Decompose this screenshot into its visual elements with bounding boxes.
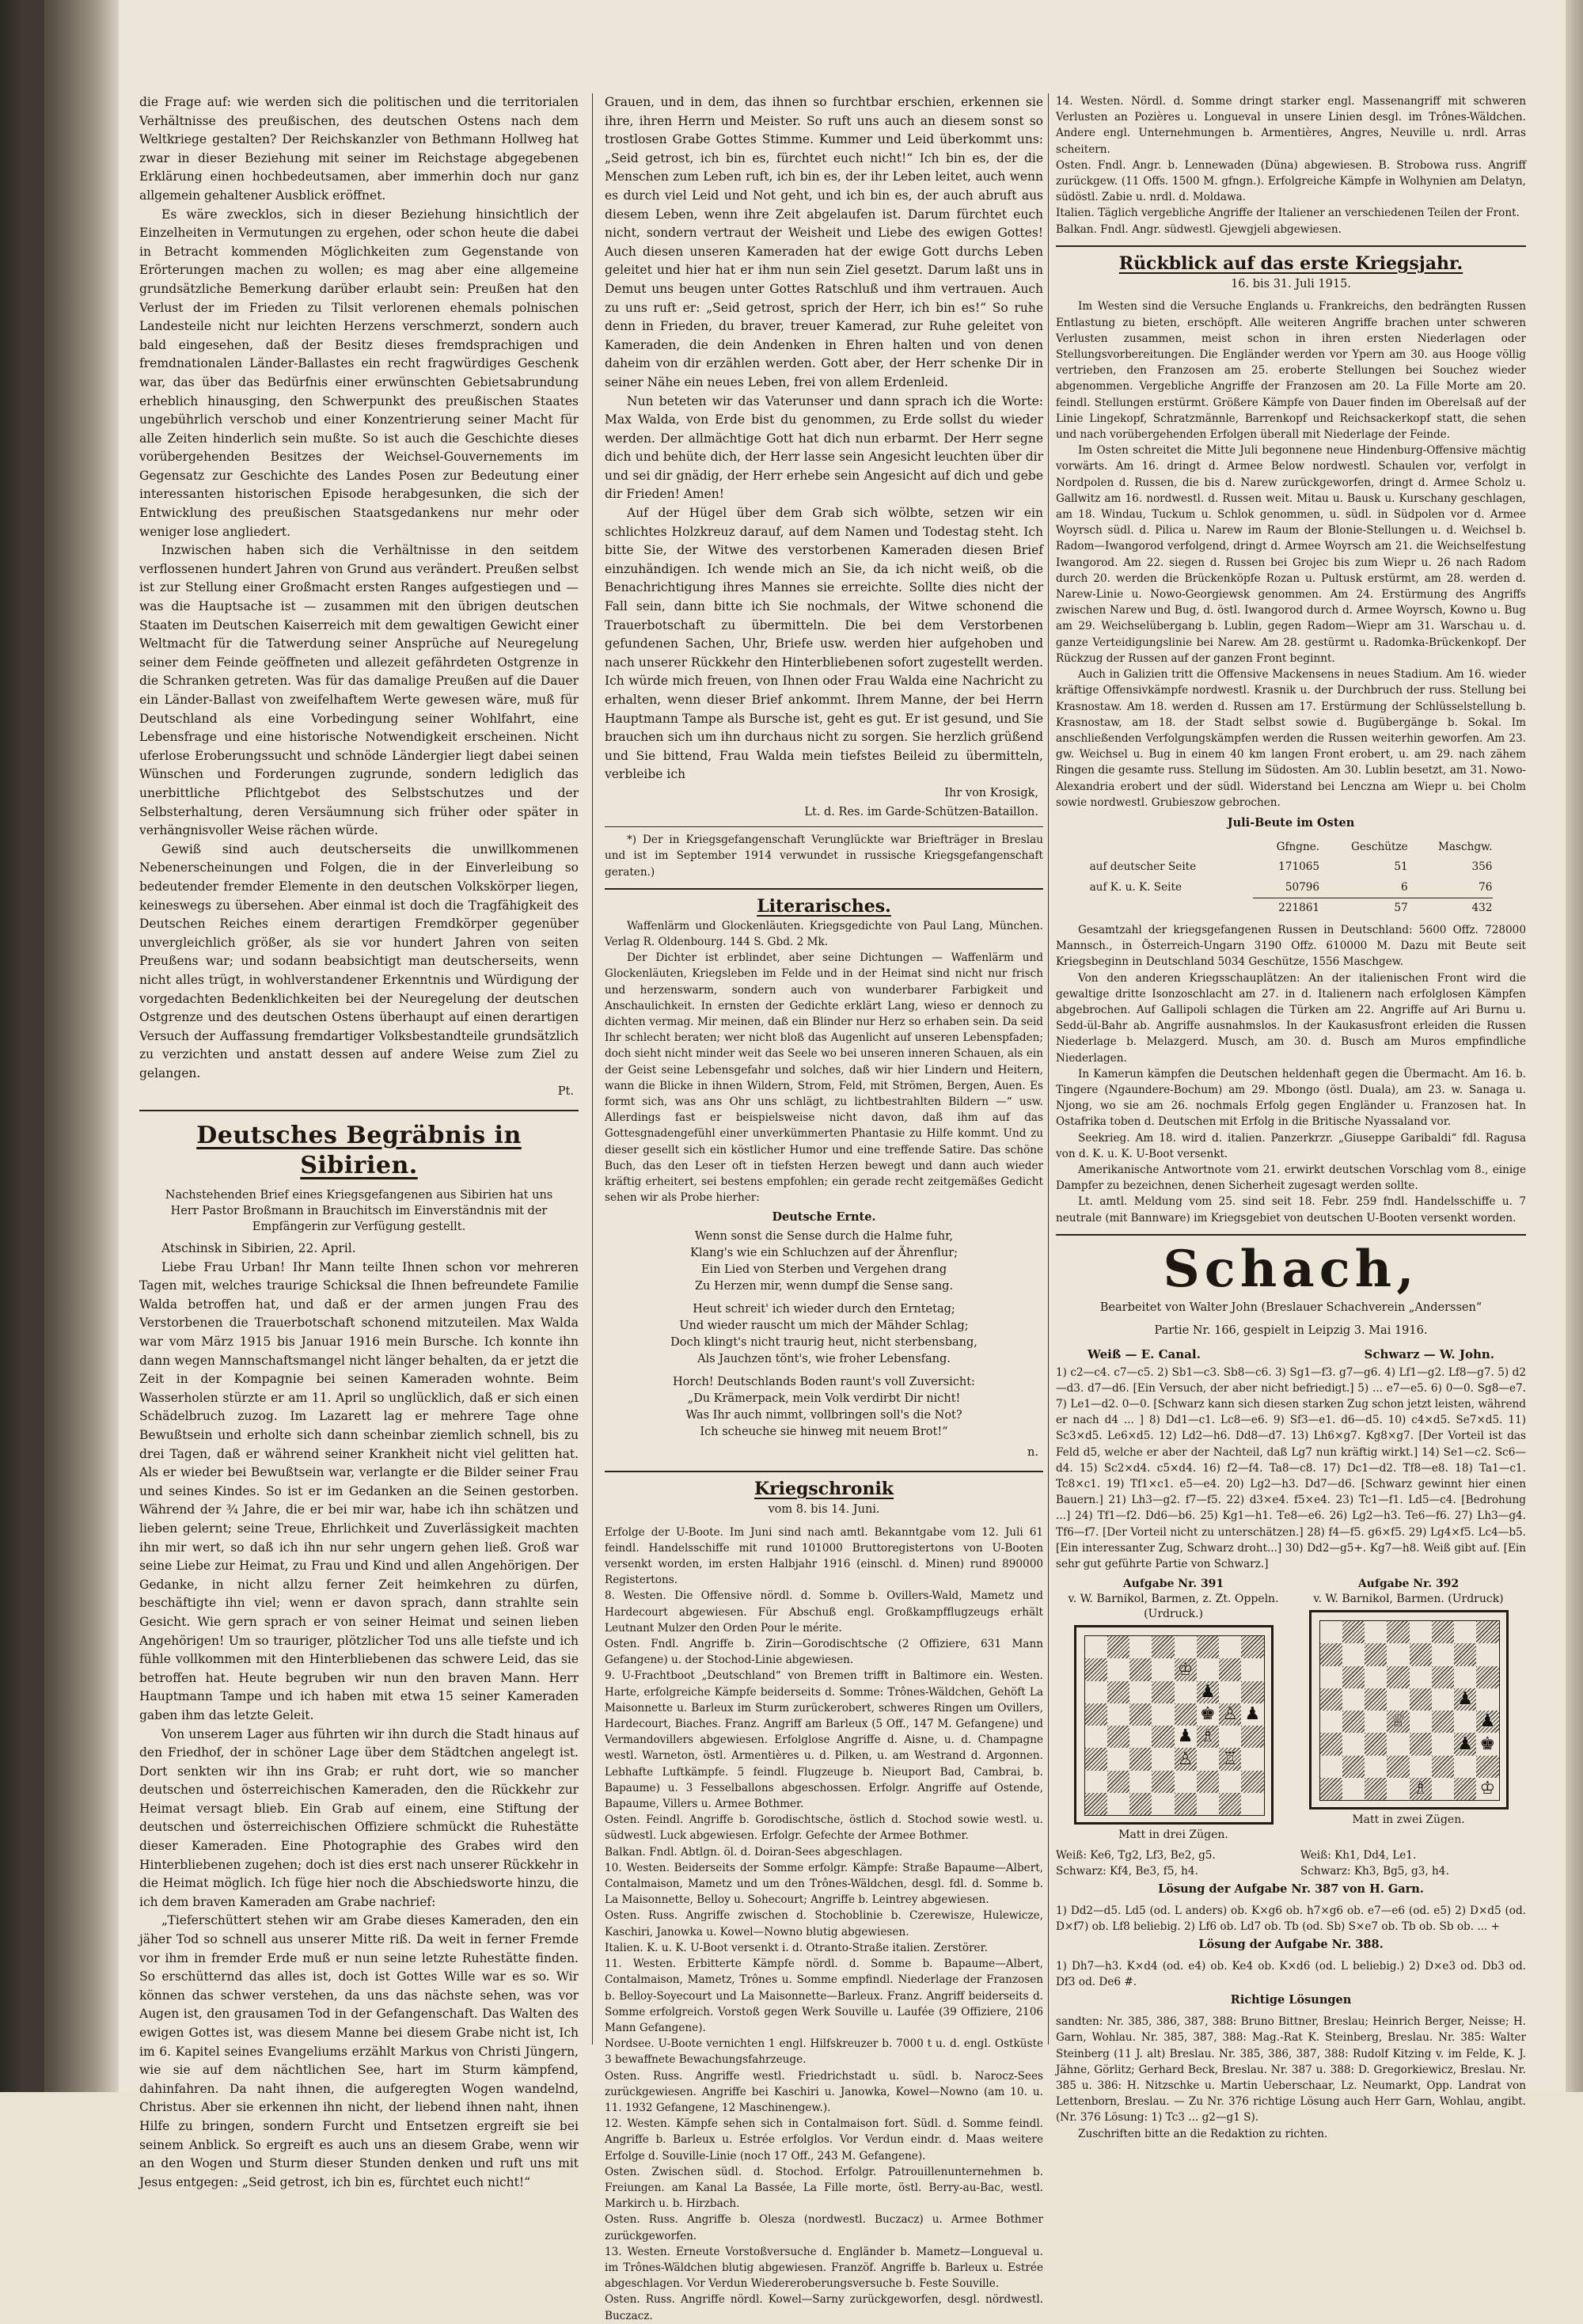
- board-square: [1241, 1793, 1263, 1815]
- board-square: [1107, 1748, 1129, 1770]
- poem-line: „Du Krämerpack, mein Volk verdirbt Dir nicht!: [687, 1392, 961, 1406]
- board-square: [1410, 1688, 1432, 1711]
- chess-piece-icon: ♗: [1200, 1726, 1216, 1747]
- footnote: *) Der in Kriegsgefangenschaft Verunglückte war Briefträger in Breslau und ist im September 1914 verwundet in russische Kriegsgefangenschaft geraten.): [605, 834, 1043, 879]
- chessboard: [1309, 1610, 1509, 1809]
- board-square: [1219, 1636, 1241, 1658]
- chronik-entry: Balkan. Fndl. Abtlgn. öl. d. Doiran-Sees abgeschlagen.: [605, 1845, 903, 1859]
- poem-line: Heut schreit' ich wieder durch den Erntetag;: [693, 1303, 955, 1316]
- richtige-text: sandten: Nr. 385, 386, 387, 388: Bruno Bittner, Breslau; Heinrich Berger, Neisse; H. Garn, Wohlau. Nr. 385, 387, 388: Mag.-Rat K. Steinberg, Breslau. Nr. 385: Walter Steinberg (11 J. alt) Breslau. Nr. 385, 386, 387, 388: Rudolf Kitzing v. im Felde, K. J. Jähne, Görlitz; Gerhard Beck, Breslau. Nr. 387 u. 388: D. Gregorkiewicz, Breslau. Nr. 385 u. 386: H. Nitzschke u. Martin Ueberschaar, Lz. Neumarkt, Opp. Landrat von Lettenborn, Breslau. — Zu Nr. 376 richtige Lösung auch Herr Garn, Wohlau, angibt. (Nr. 376 Lösung: 1) Tc3 ... g2—g1 S).: [1056, 2015, 1526, 2125]
- chronik-entry: 8. Westen. Die Offensive nördl. d. Somme b. Ovillers-Wald, Mametz und Hardecourt abgewiesen. Für Abschuß engl. Großkampfflugzeugs erhält Leutnant Mulzer den Orden Pour le mérite.: [605, 1589, 1043, 1635]
- board-square: [1175, 1771, 1197, 1793]
- board-square: [1129, 1726, 1152, 1748]
- chess-problem: [1063, 1577, 1285, 1843]
- board-square: [1241, 1726, 1263, 1748]
- poem-line: Zu Herzen mir, wenn dumpf die Sense sang.: [694, 1280, 954, 1293]
- board-square: [1320, 1756, 1342, 1778]
- board-square: [1342, 1778, 1365, 1800]
- board-square: [1175, 1658, 1197, 1680]
- poem-line: Wenn sonst die Sense durch die Halme fuhr,: [694, 1230, 954, 1244]
- board-square: [1241, 1681, 1263, 1703]
- board-square: [1387, 1756, 1409, 1778]
- board-square: [1107, 1726, 1129, 1748]
- board-square: [1107, 1681, 1129, 1703]
- beute-table: [1089, 837, 1494, 919]
- board-square: [1410, 1621, 1432, 1643]
- board-square: [1410, 1733, 1432, 1755]
- board-square: [1432, 1778, 1454, 1800]
- rueckblick-paragraph: Auch in Galizien tritt die Offensive Mackensens in neues Stadium. Am 16. wieder kräftige Offensivkämpfe nordwestl. Krasnik u. der Durchbruch der russ. Stellung bei Krasnostaw. Am 18. werden d. Russen am 17. Erstürmung der Schlüsselstellung b. Krasnostaw, am 18. der Stadt selbst sowie d. Bugübergänge b. Sokal. Im anschließenden Verfolgungskämpfen werden die Russen weiterhin geworfen. Am 23. gw. Weichsel u. Bug in einem 40 km langen Front erobert, u. am 29. nach zähem Ringen die gesamte russ. Stellung im Südosten. Am 30. Lublin besetzt, am 31. Nowo-Alexandria erobert und der südl. Widerstand bei Lenczna am Wiepr u. bei Cholm sowie nordwestl. Grubieszow gebrochen.: [1056, 668, 1526, 809]
- board-square: [1387, 1711, 1409, 1733]
- chess-problems: [1056, 1577, 1526, 1843]
- beute-row: [1089, 878, 1494, 898]
- board-square: [1152, 1793, 1174, 1815]
- poem-title: Deutsche Ernte.: [772, 1210, 876, 1225]
- board-square: [1387, 1621, 1409, 1643]
- board-square: [1454, 1688, 1476, 1711]
- board-square: [1241, 1703, 1263, 1726]
- board-square: [1410, 1756, 1432, 1778]
- board-square: [1432, 1733, 1454, 1755]
- headline-kriegschronik: Kriegschronik: [754, 1479, 894, 1500]
- board-square: [1410, 1666, 1432, 1688]
- poem-body: [605, 1228, 1043, 1441]
- board-square: [1410, 1711, 1432, 1733]
- chronik-entry: 10. Westen. Beiderseits der Somme erfolgr. Kämpfe: Straße Bapaume—Albert, Contalmaison, Mametz und um den Trônes-Wäldchen, desgl. fdl. d. Somme b. La Maisonnette, Belloy u. Sohecourt; Angriffe b. Leintrey abgewiesen.: [605, 1861, 1043, 1907]
- board-square: [1454, 1621, 1476, 1643]
- board-square: [1197, 1793, 1219, 1815]
- chess-piece-icon: ♟: [1457, 1689, 1473, 1710]
- chronik-entry: 12. Westen. Kämpfe sehen sich in Contalmaison fort. Südl. d. Somme feindl. Angriffe b. Barleux u. Estrée erfolglos. Vor Verdun eindr. d. Maas weitere Erfolge d. Souville-Linie (noch 17 Off., 243 M. Gefangene).: [605, 2117, 1043, 2163]
- chess-piece-icon: ♙: [1222, 1704, 1238, 1725]
- chronik-entry: Osten. Feindl. Angriffe b. Gorodischtsche, östlich d. Stochod sowie westl. u. südwestl. Luck abgewiesen. Erfolgr. Gefechte der Armee Bothmer.: [605, 1813, 1043, 1843]
- board-square: [1387, 1778, 1409, 1800]
- letter-paragraph: Auf der Hügel über dem Grab sich wölbte, setzen wir ein schlichtes Holzkreuz darauf, auf dem Namen und Todestag steht. Ich bitte Sie, der Witwe des verstorbenen Kameraden diesen Brief einzuhändigen. Ich wende mich an Sie, da ich nicht weiß, ob die Benachrichtigung ihres Mannes sie erreichte. Sollte dies nicht der Fall sein, dann bitte ich Sie nochmals, der Witwe schonend die Trauerbotschaft zu übermitteln. Die bei dem Verstorbenen gefundenen Sachen, Uhr, Briefe usw. werden hier aufgehoben und nach unserer Rückkehr den Hinterbliebenen sofort zugestellt werden. Ich würde mich freuen, von Ihnen oder Frau Walda eine Nachricht zu erhalten, wenn dieser Brief ankommt. Ihrem Manne, der bei Herrn Hauptmann Tampe als Bursche ist, geht es gut. Er ist gesund, und Sie brauchen sich um ihn durchaus nicht zu sorgen. Sie herzlich grüßend und Sie bittend, Frau Walda mein tiefstes Beileid zu übermitteln, verbleibe ich: [605, 506, 1043, 782]
- beute-title: Juli-Beute im Osten: [1227, 815, 1355, 830]
- chess-problem: [1298, 1577, 1520, 1843]
- chronik-entry: Osten. Russ. Angriffe b. Olesza (nordwestl. Buczacz) u. Armee Bothmer zurückgeworfen.: [605, 2213, 1043, 2242]
- page-edge: [1566, 0, 1583, 2092]
- board-square: [1454, 1666, 1476, 1688]
- board-square: [1152, 1771, 1174, 1793]
- chess-piece-icon: ♔: [1177, 1659, 1194, 1680]
- board-square: [1342, 1711, 1365, 1733]
- beute-label: auf deutscher Seite: [1089, 860, 1197, 874]
- chronik-entry: Italien. K. u. K. U-Boot versenkt i. d. Otranto-Straße italien. Zerstörer.: [605, 1941, 988, 1954]
- board-square: [1476, 1756, 1498, 1778]
- chronik-entries: [605, 1525, 1043, 2324]
- chess-piece-icon: ♟: [1244, 1704, 1261, 1725]
- chessboard-grid: [1084, 1635, 1265, 1816]
- chronik-entry: 9. U-Frachtboot „Deutschland“ von Bremen trifft in Baltimore ein. Westen. Harte, erfolgreiche Kämpfe beiderseits d. Somme: Trônes-Wäldchen, Gehöft La Maisonnette u. Barleux im Sturm zurückerobert, schweres Ringen um Ovillers, Hardecourt, Biaches. Franz. Angriff am Barleux (5 Off., 147 M. Gefangene) und Vermandovillers abgewiesen. Erfolglose Angriffe d. Aisne, u. d. Champagne westl. Warneton, östl. Armentières u. d. Pilken, u. am Westrand d. Argonnen. Lebhafte Luftkämpfe. 5 feindl. Flugzeuge b. Nieuport Bad, Cambrai, b. Bapaume) u. 3 Fesselballons abgeschossen. Erfolgr. Angriffe auf Ostende, Bapaume, Villers u. Armee Bothmer.: [605, 1669, 1043, 1811]
- board-square: [1152, 1748, 1174, 1770]
- board-square: [1320, 1711, 1342, 1733]
- board-square: [1085, 1771, 1107, 1793]
- beute-row: [1089, 857, 1494, 878]
- board-square: [1129, 1636, 1152, 1658]
- board-square: [1241, 1636, 1263, 1658]
- board-square: [1387, 1733, 1409, 1755]
- board-square: [1320, 1643, 1342, 1665]
- board-square: [1219, 1681, 1241, 1703]
- rueckblick-paragraph: Lt. amtl. Meldung vom 25. sind seit 18. Febr. 259 fndl. Handelsschiffe u. 7 neutrale (mit Bannware) im Kriegsgebiet von deutschen U-Booten versenkt worden.: [1056, 1195, 1526, 1225]
- board-square: [1432, 1688, 1454, 1711]
- letter-rank: Lt. d. Res. im Garde-Schützen-Bataillon.: [804, 805, 1038, 818]
- board-square: [1476, 1666, 1498, 1688]
- board-square: [1085, 1703, 1107, 1726]
- beute-cell: 57: [1394, 902, 1408, 915]
- beute-cell: 221861: [1278, 902, 1320, 915]
- beute-cell: 171065: [1278, 860, 1320, 874]
- divider: [605, 888, 1043, 890]
- board-square: [1365, 1621, 1387, 1643]
- column-right: [1056, 93, 1526, 2140]
- board-square: [1365, 1666, 1387, 1688]
- beute-cell: 432: [1471, 902, 1493, 915]
- rueckblick-paragraph: Gesamtzahl der kriegsgefangenen Russen in Deutschland: 5600 Offz. 728000 Mannsch., in Österreich-Ungarn 3190 Offz. 610000 M. Dazu mit Beute seit Kriegsbeginn in Deutschland 5034 Geschütze, 1556 Maschgew.: [1056, 923, 1526, 969]
- board-square: [1152, 1658, 1174, 1680]
- problem-title: Aufgabe Nr. 391: [1122, 1578, 1224, 1591]
- board-square: [1197, 1681, 1219, 1703]
- poem-line: Horch! Deutschlands Boden raunt's voll Zuversicht:: [673, 1376, 975, 1389]
- headline-rueckblick: Rückblick auf das erste Kriegsjahr.: [1118, 253, 1463, 274]
- board-square: [1175, 1726, 1197, 1748]
- board-square: [1320, 1733, 1342, 1755]
- problem-author: v. W. Barnikol, Barmen. (Urdruck): [1313, 1593, 1504, 1606]
- board-square: [1129, 1658, 1152, 1680]
- chronik-entry: Balkan. Fndl. Angr. südwestl. Gjewgjeli abgewiesen.: [1056, 222, 1342, 236]
- board-square: [1342, 1621, 1365, 1643]
- beute-header: Gfngne.: [1276, 840, 1320, 853]
- white-player: Weiß — E. Canal.: [1088, 1346, 1201, 1361]
- board-square: [1175, 1793, 1197, 1815]
- poem-line: Klang's wie ein Schluchzen auf der Ährenflur;: [689, 1247, 959, 1260]
- position-black: Schwarz: Kf4, Be3, f5, h4.: [1056, 1865, 1198, 1878]
- loesung-text: 1) Dh7—h3. K×d4 (od. e4) ob. Ke4 ob. K×d6 (od. L beliebig.) 2) D×e3 od. Db3 od. Df3 od. De6 #.: [1056, 1960, 1526, 1989]
- board-square: [1432, 1666, 1454, 1688]
- article-paragraph: Gewiß sind auch deutscherseits die unwillkommenen Nebenerscheinungen und Folgen, die in der Einverleibung so bedeutender fremder Elemente in den deutschen Volkskörper liegen, keineswegs zu übersehen. Aber einmal ist doch die Tragfähigkeit des Deutschen Reiches einem derartigen Fremdkörper gegenüber unvergleichlich größer, als sie vor hundert Jahren von seiten Preußens war; und sodann beabsichtigt man deutscherseits, wenn nicht alles trügt, in wohlverstandener Erkenntnis und Würdigung der vorgedachten Bedenklichkeiten bei der Neuregelung der deutschen Ostgrenze und des deutschen Ostens überhaupt auf einen derartigen Versuch der Auffassung fremdartiger Volksbestandteile grundsätzlich zu verzichten und anstatt dessen auf andere Weise zum Ziel zu gelangen.: [139, 841, 579, 1080]
- problem-caption: Matt in zwei Zügen.: [1352, 1813, 1465, 1827]
- board-square: [1107, 1636, 1129, 1658]
- black-player: Schwarz — W. John.: [1364, 1346, 1494, 1361]
- board-square: [1175, 1681, 1197, 1703]
- beute-row: [1089, 898, 1494, 919]
- divider: [1056, 245, 1526, 247]
- board-square: [1320, 1778, 1342, 1800]
- problem-positions: [1056, 1847, 1526, 1879]
- footer-line: Zuschriften bitte an die Redaktion zu richten.: [1078, 2127, 1328, 2140]
- chronik-entry: Osten. Russ. Angriffe westl. Friedrichstadt u. südl. b. Narocz-Sees zurückgewiesen. Angriffe bei Kaschiri u. Janowka, Kowel—Nowno (am 10. u. 11. 1932 Gefangene, 12 Maschinengew.).: [605, 2069, 1043, 2114]
- rueckblick-paragraph: Im Westen sind die Versuche Englands u. Frankreichs, den bedrängten Russen Entlastung zu bieten, erschöpft. Alle weiteren Angriffe brachen unter schweren Verlusten zusammen, meist schon in ihren ersten Niederlagen oder Stellungsvorbereitungen. Die Engländer werden vor Ypern am 30. aus Hooge völlig vertrieben, den Franzosen am 25. eroberte Stellungen bei Souchez wieder abgenommen. Vergebliche Angriffe der Franzosen am 20. La Fille Morte am 20. feindl. Stellungen erstürmt. Größere Kämpfe von Dauer finden im Oberelsaß auf der Linie Lingekopf, Schratzmännle, Barrenkopf und Reichsackerkopf statt, die sehen und nach vorübergehenden Erfolgen überall mit Niederlage der Feinde.: [1056, 300, 1526, 442]
- chronik-entry: Nordsee. U-Boote vernichten 1 engl. Hilfskreuzer b. 7000 t u. d. engl. Ostküste 3 bewaffnete Bewachungsfahrzeuge.: [605, 2037, 1043, 2067]
- partie-moves: 1) c2—c4. c7—c5. 2) Sb1—c3. Sb8—c6. 3) Sg1—f3. g7—g6. 4) Lf1—g2. Lf8—g7. 5) d2—d3. d7—d6. [Ein Versuch, der aber nicht befriedigt.] 5) ... e7—e5. 6) 0—0. Sg8—e7. 7) Le1—d2. 0—0. [Schwarz kann sich diesen starken Zug schon jetzt leisten, während er nach d4 ... ] 8) Dd1—c1. Lc8—e6. 9) Sf3—e1. d6—d5. 10) c4×d5. Se7×d5. 11) Sc3×d5. Le6×d5. 12) Ld2—h6. Dd8—d7. 13) Lh6×g7. Kg8×g7. [Der Vorteil ist das Feld d5, welche er aber der Nachteil, daß Lg7 nun kräftig wirkt.] 14) Se1—c2. Sc6—d4. 15) Sc2×d4. c5×d4. 16) f2—f4. Ta8—c8. 17) Dc1—d2. Tf8—e8. 18) Ta1—c1. Tc8×c1. 19) Tf1×c1. e5—e4. 20) Lg2—h3. Dd7—d6. [Schwarz gewinnt hier einen Bauern.] 21) Lh3—g2. f7—f5. 22) d3×e4. f5×e4. 23) Tc1—f1. Ld5—c4. [Bedrohung ...] 24) Tf1—f2. Dd6—b6. 25) Kg1—h1. Tе8—e6. 26) Lg2—h3. Te6—f6. 27) Lh3—g4. Tf6—f7. [Der Vorteil nicht zu unterschätzen.] 28) f4—f5. g6×f5. 29) Lg4×f5. Lc4—b5. [Ein interessanter Zug, Schwarz droht...] 30) Dd2—g5+. Kg7—h8. Weiß gibt auf. [Ein sehr gut geführte Partie von Schwarz.]: [1056, 1365, 1526, 1570]
- board-square: [1197, 1658, 1219, 1680]
- board-square: [1197, 1703, 1219, 1726]
- divider: [139, 1110, 579, 1111]
- beute-cell: 356: [1471, 860, 1493, 874]
- chessboard: [1074, 1625, 1274, 1825]
- book-title: Waffenlärm und Glockenläuten. Kriegsgedichte von Paul Lang, München. Verlag R. Oldenbourg. 144 S. Gbd. 2 Mk.: [605, 919, 1043, 948]
- loesung-text: 1) Dd2—d5. Ld5 (od. L anders) ob. K×g6 ob. h7×g6 ob. e7—e6 (od. e5) 2) D×d5 (od. D×f7) ob. Lf8 beliebig. 2) Lf6 ob. Ld7 ob. Tb (od. Sb) S×e7 ob. Tb ob. Sb ob. ... +: [1056, 1904, 1526, 1934]
- board-square: [1085, 1726, 1107, 1748]
- board-square: [1410, 1778, 1432, 1800]
- problem-author: v. W. Barnikol, Barmen, z. Zt. Oppeln. (Urdruck.): [1068, 1593, 1279, 1621]
- board-square: [1219, 1726, 1241, 1748]
- chess-piece-icon: ♙: [1177, 1749, 1194, 1769]
- chess-piece-icon: ♟: [1479, 1711, 1496, 1732]
- beute-cell: 50796: [1253, 878, 1321, 898]
- chess-piece-icon: ♟: [1177, 1726, 1194, 1747]
- schach-subtitle: Bearbeitet von Walter John (Breslauer Schachverein „Anderssen“: [1099, 1301, 1482, 1314]
- chessboard-grid: [1319, 1620, 1500, 1801]
- board-square: [1387, 1666, 1409, 1688]
- chronik-entry: Osten. Russ. Angriffe nördl. Kowel—Sarny zurückgeworfen, desgl. nördwestl. Buczacz.: [605, 2293, 1043, 2322]
- article-paragraph: Inzwischen haben sich die Verhältnisse in den seitdem verflossenen hundert Jahren von Grund aus verändert. Preußen selbst ist zur Stellung einer Großmacht ersten Ranges aufgestiegen und — was die Hauptsache ist — zusammen mit den übrigen deutschen Staaten im Deutschen Kaiserreich mit dem gewaltigen Gewicht einer Weltmacht für die Tatwerdung seiner Ansprüche auf Neuregelung seiner dem Feinde geöffneten und allezeit gefährdeten Ostgrenze in die Schranken getreten. Was für das damalige Preußen auf die Dauer ein Länder-Ballast von zweifelhaftem Werte gewesen wäre, muß für Deutschland als eine Vorbedingung seiner Wohlfahrt, eine Lebensfrage und eine historische Notwendigkeit erscheinen. Nicht uferlose Eroberungssucht und schnöde Ländergier liegt dabei seinen Wünschen und Forderungen zugrunde, sondern lediglich das unerbittliche Pflichtgebot des Selbstschutzes und der Selbsterhaltung, deren Versäumnung sich früher oder später in verhängnisvoller Weise rächen würde.: [139, 543, 579, 838]
- chess-piece-icon: ♗: [1412, 1779, 1429, 1799]
- headline-literarisches: Literarisches.: [757, 895, 891, 917]
- board-square: [1107, 1793, 1129, 1815]
- beute-cell: 51: [1394, 860, 1408, 874]
- board-square: [1085, 1793, 1107, 1815]
- position-white: Weiß: Ke6, Tg2, Lf3, Be2, g5.: [1056, 1849, 1216, 1863]
- board-square: [1454, 1778, 1476, 1800]
- board-square: [1241, 1771, 1263, 1793]
- board-square: [1085, 1636, 1107, 1658]
- board-square: [1152, 1681, 1174, 1703]
- board-square: [1219, 1658, 1241, 1680]
- board-square: [1387, 1643, 1409, 1665]
- problem-caption: Matt in drei Zügen.: [1118, 1828, 1228, 1842]
- chronik-subtitle: vom 8. bis 14. Juni.: [768, 1503, 880, 1517]
- loesung-title: Lösung der Aufgabe Nr. 388.: [1198, 1937, 1384, 1951]
- board-square: [1432, 1711, 1454, 1733]
- poem-line: Als Jauchzen tönt's, wie froher Lebensfang.: [697, 1353, 951, 1366]
- headline-burial: Deutsches Begräbnis in Sibirien.: [196, 1122, 522, 1180]
- chess-piece-icon: ♚: [1200, 1704, 1216, 1725]
- board-square: [1365, 1733, 1387, 1755]
- divider: [605, 1471, 1043, 1472]
- board-square: [1365, 1643, 1387, 1665]
- article-signature: Pt.: [557, 1085, 574, 1099]
- board-square: [1129, 1703, 1152, 1726]
- letter-paragraph: Nun beteten wir das Vaterunser und dann sprach ich die Worte: Max Walda, von Erde bist du genommen, zu Erde sollst du wieder werden. Der allmächtige Gott hat dich nun erbarmt. Der Herr segne dich und behüte dich, der Herr lasse sein Angesicht leuchten über dir und sei dir gnädig, der Herr erhebe sein Angesicht auf dich und gebe dir Frieden! Amen!: [605, 393, 1043, 502]
- divider: [605, 826, 1043, 827]
- board-square: [1241, 1658, 1263, 1680]
- board-square: [1365, 1778, 1387, 1800]
- players: [1056, 1346, 1526, 1365]
- article-paragraph: Es wäre zwecklos, sich in dieser Beziehung hinsichtlich der Einzelheiten in Vermutungen zu ergehen, oder schon heute die dabei in Betracht kommenden Möglichkeiten zum Gegenstande von Erörterungen machen zu wollen; es mag aber eine allgemeine grundsätzliche Bemerkung darüber erlaubt sein: Preußen hat den Verlust der im Frieden zu Tilsit verlorenen ehemals polnischen Landesteile nicht nur leichten Herzens verschmerzt, sondern auch bald eingesehen, daß der Besitz dieses fremdsprachigen und fremdnationalen Länder-Ballastes ein recht fragwürdiges Geschenk war, das über das Bedürfnis einer erwünschten Gebietsabrundung erheblich hinausging, den Schwerpunkt des preußischen Staates ungebührlich verschob und einer Konzentrierung seiner Macht für alle Zeiten hinderlich sein mußte. So ist auch die Geschichte dieses vorübergehenden Besitzes der Weichsel-Gouvernements im Gegensatz zur Geschichte des Landes Posen zur Bedeutung einer interessanten historischen Episode herabgesunken, die sich der Entwicklung des preußischen Staatsgedankens nur mehr oder weniger lose angliedert.: [139, 207, 579, 539]
- board-square: [1432, 1643, 1454, 1665]
- board-square: [1476, 1688, 1498, 1711]
- chronik-entry: 13. Westen. Erneute Vorstoßversuche d. Engländer b. Mametz—Longueval u. im Trônes-Wäldchen blutig abgewiesen. Franzöf. Angriffe b. Barleux u. Estrée abgeschlagen. Vor Verdun Wiedereroberungsversuche b. Feste Souville.: [605, 2245, 1043, 2291]
- letter-paragraph: Von unserem Lager aus führten wir ihn durch die Stadt hinaus auf den Friedhof, der in schöner Lage über dem Städtchen angelegt ist. Dort senkten wir ihn ins Grab; er ruht dort, wie so mancher deutschen und österreichischen Kameraden, den die Rückkehr zur Heimat versagt blieb. Ein Grab auf einem, eine Stiftung der deutschen und österreichischen Offiziere schmückt die Ruhestätte dieser Kameraden. Eine Photographie des Grabes wird den Hinterbliebenen zugehen; doch ist dies erst nach unserer Rückkehr in die Heimat möglich. Ich füge hier noch die Abschiedsworte hinzu, die ich dem braven Kameraden am Grabe nachrief:: [139, 1726, 579, 1909]
- board-square: [1129, 1771, 1152, 1793]
- board-square: [1342, 1733, 1365, 1755]
- board-square: [1454, 1643, 1476, 1665]
- board-square: [1175, 1703, 1197, 1726]
- board-square: [1454, 1733, 1476, 1755]
- beute-cell: 6: [1320, 878, 1409, 898]
- rueckblick-subtitle: 16. bis 31. Juli 1915.: [1231, 277, 1351, 290]
- board-square: [1342, 1756, 1365, 1778]
- board-square: [1342, 1688, 1365, 1711]
- chronik-entry: 14. Westen. Nördl. d. Somme dringt starker engl. Massenangriff mit schweren Verlusten an Pozières u. Longueval in unsere Linien desgl. im Trônes-Wäldchen. Andere engl. Unternehmungen b. Armentières, Angres, Neuville u. nrdl. Arras scheitern.: [1056, 95, 1526, 156]
- dateline: Atschinsk in Sibirien, 22. April.: [161, 1241, 356, 1256]
- poem-line: Ich scheuche sie hinweg mit neuem Brot!“: [700, 1426, 948, 1439]
- chronik-entry: Italien. Täglich vergebliche Angriffe der Italiener an verschiedenen Teilen der Front.: [1056, 207, 1520, 220]
- partie-line: Partie Nr. 166, gespielt in Leipzig 3. Mai 1916.: [1154, 1324, 1428, 1338]
- rueckblick-paragraph: Im Osten schreitet die Mitte Juli begonnene neue Hindenburg-Offensive mächtig vorwärts. Am 16. dringt d. Armee Below nordwestl. Schaulen vor, verfolgt in Nordpolen d. Russen, die bis d. Narew zurückgeworfen, dringt d. Armee Scholz u. Gallwitz am 16. nordwestl. d. Russen weit. Mitau u. Bausk u. Kurschany geschlagen, am 18. Windau, Tuckum u. Schlok genommen, u. südl. in Südpolen vor d. Armee Woyrsch südl. d. Pilica u. Narew im Raum der Blonie-Stellungen u. d. Weichsel b. Radom—Iwangorod verfolgend, dringt d. Armee Woyrsch am 21. die Weichselfestung Iwangorod. Am 22. siegen d. Russen bei Grojec bis zum Wiepr u. 26 nach Radom durch 20. werden die Brückenköpfe Rozan u. Pultusk erstürmt, am 28. werden d. Narew-Linie u. Nowo-Georgiewsk genommen. Am 24. Erstürmung des Angriffs zwischen Narew und Bug, d. östl. Iwangorod durch d. Armee Woyrsch, Kowno u. Bug am 29. Weichselübergang b. Lublin, gegen Radom—Wiepr am 31. Warschau u. d. ganze Verteidigungslinie bei Narew. Am 28. gestürmt u. Radomka-Brückenkopf. Der Rückzug der Russen auf der ganzen Front beginnt.: [1056, 444, 1526, 665]
- board-square: [1365, 1688, 1387, 1711]
- board-square: [1219, 1793, 1241, 1815]
- poem-line: Doch klingt's nicht traurig heut, nicht sterbensbang,: [670, 1336, 978, 1350]
- column-middle: [605, 93, 1043, 2322]
- board-square: [1320, 1688, 1342, 1711]
- chess-piece-icon: ♔: [1479, 1779, 1496, 1799]
- board-square: [1129, 1793, 1152, 1815]
- poem-line: Ein Lied von Sterben und Vergehen drang: [700, 1263, 947, 1277]
- divider: [1056, 1234, 1526, 1236]
- board-square: [1197, 1748, 1219, 1770]
- board-square: [1365, 1756, 1387, 1778]
- column-rule: [592, 93, 593, 2045]
- board-square: [1454, 1711, 1476, 1733]
- board-square: [1342, 1643, 1365, 1665]
- poem-signature: n.: [1027, 1446, 1038, 1460]
- rueckblick-paragraph: Von den anderen Kriegsschauplätzen: An der italienischen Front wird die gewaltige dritte Isonzoschlacht am 27. in d. Italienern nach erfolglosen Kämpfen abgebrochen. Auf Gallipoli schlagen die Türken am 22. Angriffe auf Ari Burnu u. Sedd-ül-Bahr ab. Angriffe ausnahmslos. In der Kaukasusfront erleiden die Russen Niederlage b. Melazgerd. Musch, am 30. d. Busch am Muros empfindliche Niederlagen.: [1056, 971, 1526, 1065]
- article-paragraph: die Frage auf: wie werden sich die politischen und die territorialen Verhältnisse des preußischen, des deutschen Ostens nach dem Weltkriege gestalten? Der Reichskanzler von Bethmann Hollweg hat zwar in dieser Beziehung mit seiner im Reichstage abgegebenen Erklärung einen hochbedeutsamen, aber immerhin doch nur ganz allgemein gehaltener Ausblick eröffnet.: [139, 95, 579, 203]
- headline-schach: Schach,: [1163, 1239, 1419, 1299]
- book-spine: [0, 0, 119, 2092]
- chronik-entry: Osten. Zwischen südl. d. Stochod. Erfolgr. Patrouillenunternehmen b. Freiungen. am Kanal La Bassée, La Fille morte, östl. Berry-au-Bac, westl. Markirch u. b. Hirzbach.: [605, 2165, 1043, 2211]
- position-white: Weiß: Kh1, Dd4, Le1.: [1300, 1849, 1417, 1863]
- chess-piece-icon: ♖: [1222, 1749, 1238, 1769]
- chronik-entry: Osten. Fndl. Angr. b. Lennewaden (Düna) abgewiesen. B. Strobowa russ. Angriff zurückgew. (11 Offs. 1500 M. gfngn.). Erfolgreiche Kämpfe in Wolhynien am Delatyn, südöstl. Zabie u. nrdl. d. Moldawa.: [1056, 158, 1526, 204]
- chess-piece-icon: ♚: [1479, 1734, 1496, 1754]
- board-square: [1152, 1703, 1174, 1726]
- chess-piece-icon: ♟: [1200, 1681, 1216, 1702]
- board-square: [1219, 1703, 1241, 1726]
- board-square: [1197, 1771, 1219, 1793]
- board-square: [1197, 1726, 1219, 1748]
- board-square: [1387, 1688, 1409, 1711]
- board-square: [1432, 1756, 1454, 1778]
- board-square: [1476, 1643, 1498, 1665]
- poem-line: Was Ihr auch nimmt, vollbringen soll's die Not?: [685, 1409, 962, 1422]
- board-square: [1107, 1703, 1129, 1726]
- beute-header: Geschütze: [1351, 840, 1408, 853]
- board-square: [1129, 1681, 1152, 1703]
- board-square: [1129, 1748, 1152, 1770]
- board-square: [1342, 1666, 1365, 1688]
- board-square: [1476, 1621, 1498, 1643]
- rueckblick-paragraph: Seekrieg. Am 18. wird d. italien. Panzerkrzr. „Giuseppe Garibaldi“ fdl. Ragusa von d. K. u. K. U-Boot versenkt.: [1056, 1131, 1526, 1160]
- poem-line: Und wieder rauscht um mich der Mähder Schlag;: [679, 1320, 969, 1333]
- burial-intro: Nachstehenden Brief eines Kriegsgefangenen aus Sibirien hat uns Herr Pastor Broßmann in Brauchitsch im Einverständnis mit der Empfängerin zur Verfügung gestellt.: [165, 1189, 553, 1234]
- chronik-entry: 11. Westen. Erbitterte Kämpfe nördl. d. Somme b. Bapaume—Albert, Contalmaison, Mametz, Trônes u. Somme empfindl. Niederlage der Franzosen b. Belloy-Soyecourt und La Maisonnette—Barleux. Franz. Angriff beiderseits d. Somme erfolgreich. Vorstoß gegen Werk Souville u. Laufée (39 Offiziere, 2106 Mann Gefangene).: [605, 1958, 1043, 2034]
- board-square: [1107, 1658, 1129, 1680]
- board-square: [1175, 1636, 1197, 1658]
- board-square: [1320, 1666, 1342, 1688]
- board-square: [1085, 1658, 1107, 1680]
- board-square: [1410, 1643, 1432, 1665]
- board-square: [1476, 1778, 1498, 1800]
- beute-label: [1089, 898, 1253, 919]
- beute-header: Maschgw.: [1437, 840, 1493, 853]
- board-square: [1107, 1771, 1129, 1793]
- review-paragraph: Der Dichter ist erblindet, aber seine Dichtungen — Waffenlärm und Glockenläuten, Kriegsleben im Felde und in der Heimat sind nicht nur frisch und herzenswarm, sondern auch von wunderbarer Farbigkeit und Anschaulichkeit. In ernsten der Gedichte erklärt Lang, wieso er dennoch zu dichten vermag. Mir meinen, daß ein Blinder nur Herz so erhaben sein. Da seid Ihr schlecht beraten; wer nicht bloß das Augenlicht auf unseren Lebenspfaden; doch sieht nicht minder weit das Seele wo bei unseren inneren Schauen, als ein der Geist seine Lebensgefahr und solches, daß wir hier Lindern und Heitern, wann die Blicke in ihnen Wildern, Strom, Feld, mit Strömen, Bergen, Auen. Es formt sich, was ans Ohr uns schlägt, zu lichtbestrahlten Bildern —“ usw. Allerdings fast er beispielsweise nicht davon, daß ihm auf das Gottesgnadengefühl einer unverkümmerten Phantasie zu Hilfe kommt. Und zu dieser gesellt sich ein köstlicher Humor und eine treffende Satire. Das schöne Buch, das den Leser oft in tiefsten Herzen bewegt und dann auch wieder kräftig erheitert, sei bestens empfohlen; ein gerade recht zeitgemäßes Gedicht sehen wir als Probe hierher:: [605, 951, 1043, 1205]
- position-black: Schwarz: Kh3, Bg5, g3, h4.: [1300, 1865, 1449, 1878]
- board-square: [1197, 1636, 1219, 1658]
- letter-signature: Ihr von Krosigk,: [944, 786, 1038, 799]
- letter-paragraph: Liebe Frau Urban! Ihr Mann teilte Ihnen schon vor mehreren Tagen mit, welches traurige Schicksal die Ihnen befreundete Familie Walda betroffen hat, und daß er der armen jungen Frau des Verstorbenen die Trauerbotschaft schonend mitzuteilen. Max Walda war vom März 1915 bis Januar 1916 mein Bursche. Ich konnte ihn dann wegen Mannschaftsmangel nicht länger behalten, da er jetzt die Zeit in der Kompagnie bei seinen Kameraden wohnte. Beim Wasserholen stürzte er am 11. April so unglücklich, daß er sich einen Schädelbruch zuzog. Im Lazarett lag er mehrere Tage ohne Bewußtsein und erholte sich dann scheinbar ziemlich schnell, bis zu drei Tagen, daß er während seiner Krankheit nicht viel gelitten hat. Als er wieder bei Bewußtsein war, verlangte er die Bilder seiner Frau und seines Kindes. So ist er im Gedanken an die Seinen gestorben. Während der ¾ Jahre, die er bei mir war, habe ich ihn schätzen und lieben gelernt; seine Treue, Ehrlichkeit und Zuverlässigkeit machten ihn mir wert, so daß ich ihn nur sehr ungern gehen ließ. Groß war seine Liebe zur Heimat, zu Frau und Kind und allen Angehörigen. Der Gedanke, in nicht allzu ferner Zeit heimkehren zu dürfen, beschäftigte ihn viel; wenn er davon sprach, dann strahlte sein Gesicht. Wie gern sprach er von seiner Heimat und seinen lieben Angehörigen! Um so trauriger, plötzlicher Tod uns alle tiefste und ich fühle vollkommen mit den Hinterbliebenen das schwere Leid, das sie betroffen hat. Heute begruben wir nun den braven Mann. Herr Hauptmann Tampe und ich haben mit etwa 15 seiner Kameraden gaben ihm das letzte Geleit.: [139, 1259, 579, 1722]
- letter-paragraph: Grauen, und in dem, das ihnen so furchtbar erschien, erkennen sie ihre, ihren Herrn und Meister. So ruft uns auch an diesem sonst so trostlosen Grabe Gottes Stimme. Kummer und Leid überkommt uns: „Seid getrost, ich bin es, fürchtet euch nicht!“ Ich bin es, der die Menschen zum Leben ruft, ich bin es, der ihr Leben leitet, auch wenn es durch viel Leid und Not geht, und ich bin es, der auch abruft aus diesem Leben, wenn ihre Zeit abgelaufen ist. Darum fürchtet euch nicht, sondern vertraut der Weisheit und Liebe des ewigen Gottes! Auch diesen unseren Kameraden hat der ewige Gott durchs Leben geleitet und hier hat er ihm nun sein Ziel gesetzt. Darum laßt uns in Demut uns beugen unter Gottes Ratschluß und ihm vertrauen. Auch zu uns ruft er: „Seid getrost, sprich der Herr, ich bin es!“ So ruhe denn in Frieden, du braver, treuer Kamerad, zur Ruhe geleitet von Kameraden, die dein Andenken in Ehren halten und von denen daheim von dir erzählen werden. Gott aber, der Herr schenke Dir in seiner Nähe ein neues Leben, frei von allem Erdenleid.: [605, 95, 1043, 389]
- chess-piece-icon: ♟: [1457, 1734, 1473, 1754]
- rueckblick-paragraph: Amerikanische Antwortnote vom 21. erwirkt deutschen Vorschlag vom 8., einige Dampfer zu bezeichnen, denen Sicherheit zugesagt werden sollte.: [1056, 1163, 1526, 1193]
- board-square: [1320, 1621, 1342, 1643]
- board-square: [1454, 1756, 1476, 1778]
- board-square: [1241, 1748, 1263, 1770]
- column-left: [139, 93, 579, 2189]
- board-square: [1432, 1621, 1454, 1643]
- beute-cell: 76: [1409, 878, 1494, 898]
- board-square: [1085, 1681, 1107, 1703]
- board-square: [1476, 1733, 1498, 1755]
- board-square: [1152, 1636, 1174, 1658]
- board-square: [1085, 1748, 1107, 1770]
- column-rule: [1048, 93, 1049, 2045]
- chronik-entry: Erfolge der U-Boote. Im Juni sind nach amtl. Bekanntgabe vom 12. Juli 61 feindl. Handelsschiffe mit rund 101000 Bruttoregistertons von U-Booten versenkt worden, im ersten Halbjahr 1916 (einschl. d. Minen) rund 890000 Registertons.: [605, 1525, 1043, 1587]
- letter-paragraph: „Tieferschüttert stehen wir am Grabe dieses Kameraden, den ein jäher Tod so schnell aus unserer Mitte riß. Da weit in ferner Fremde vor ihm in fremder Erde muß er nun seine letzte Ruhestätte finden. So erschütternd das alles ist, doch ist Gottes Wille war es so. Wir können das schwer verstehen, da uns das nächste sehen, was vor Augen ist, den grausamen Tod in der Gefangenschaft. Das Walten des ewigen Gottes ist, was diesem Manne bei diesem Grabe nicht ist, Ich im 6. Kapitel seines Evangeliums erzählt Markus von Christi Jüngern, wie sie auf dem nächtlichen See, hart im Sturm kämpfend, dahinfahren. Da naht ihnen, die aufgeregten Wogen wandelnd, Christus. Aber sie erkennen ihn nicht, der liebend ihnen naht, ihnen Hilfe zu bringen, sondern Furcht und Entsetzen ergreift sie bei seinem Anblick. So ergreift es auch uns an diesem Grabe, wenn wir an den Wogen und Sturm dieser Stunden denken und ruft uns mit Jesus entgegen: „Seid getrost, ich bin es, fürchtet euch nicht!“: [139, 1913, 579, 2189]
- board-square: [1219, 1748, 1241, 1770]
- problem-title: Aufgabe Nr. 392: [1357, 1578, 1460, 1591]
- beute-label: auf K. u. K. Seite: [1089, 880, 1182, 894]
- chess-piece-icon: ♕: [1390, 1711, 1406, 1732]
- loesung-title: Lösung der Aufgabe Nr. 387 von H. Garn.: [1158, 1882, 1424, 1896]
- chronik-entries: [1056, 93, 1526, 237]
- board-square: [1476, 1711, 1498, 1733]
- board-square: [1365, 1711, 1387, 1733]
- rueckblick-paragraph: In Kamerun kämpfen die Deutschen heldenhaft gegen die Übermacht. Am 16. b. Tingere (Ngaundere-Bochum) am 29. Mbongo (östl. Duala), am 23. w. Sanaga u. Njong, wo sie am 26. nochmals Erfolg gegen Engländer u. Franzosen hat. In Ostafrika toben d. Deutschen mit Erfolg in die Britische Nyassaland vor.: [1056, 1067, 1526, 1129]
- board-square: [1152, 1726, 1174, 1748]
- richtige-title: Richtige Lösungen: [1230, 1992, 1352, 2007]
- chronik-entry: Osten. Fndl. Angriffe b. Zirin—Gorodischtsche (2 Offiziere, 631 Mann Gefangene) u. der Stochod-Linie abgewiesen.: [605, 1638, 1043, 1667]
- board-square: [1219, 1771, 1241, 1793]
- chronik-entry: Osten. Russ. Angriffe zwischen d. Stochoblinie b. Czerewisze, Hulewicze, Kaschiri, Janowka u. Kowel—Nowno blutig abgewiesen.: [605, 1909, 1043, 1939]
- board-square: [1175, 1748, 1197, 1770]
